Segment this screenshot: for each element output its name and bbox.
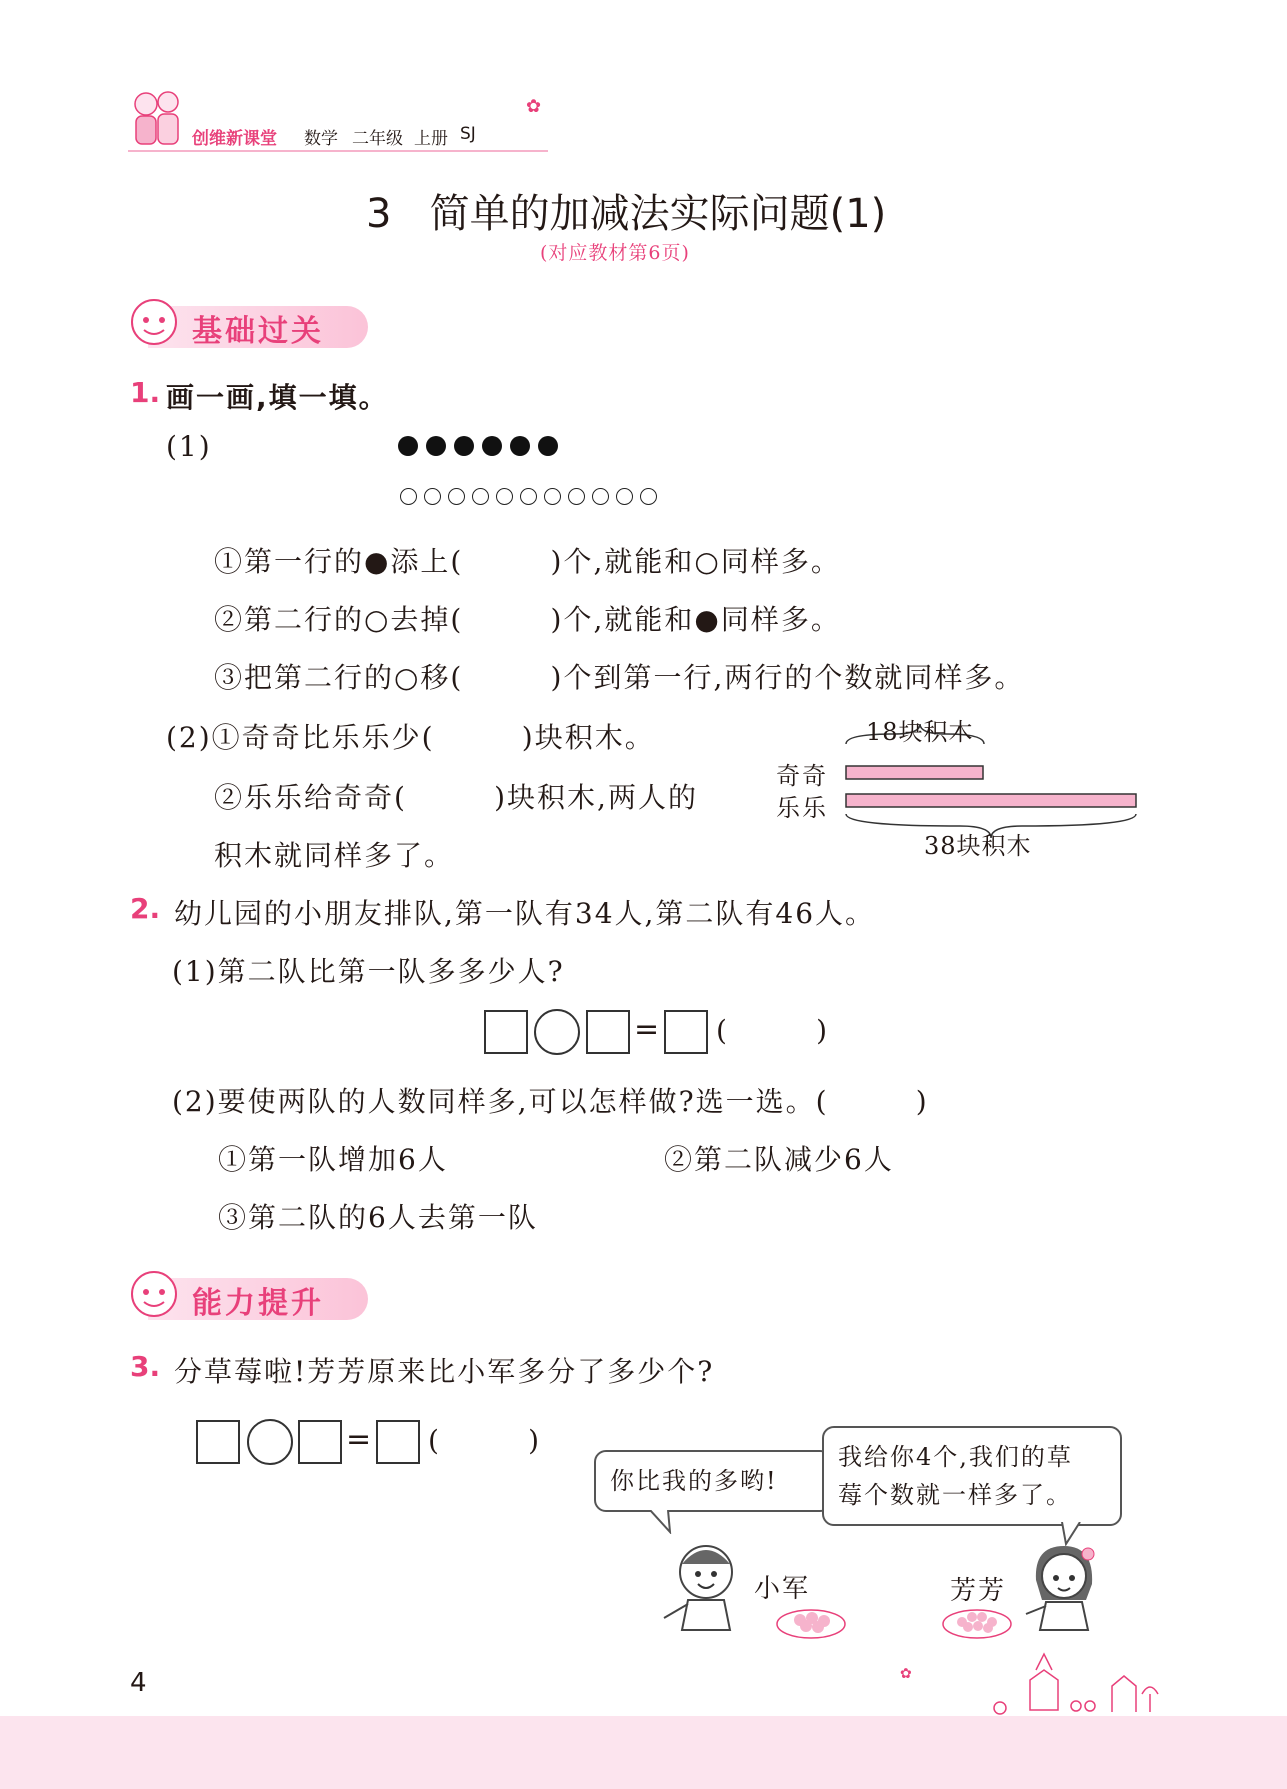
strawberry-plate-fangfang: [940, 1600, 1014, 1640]
hollow-dot: [424, 488, 441, 505]
speech-bubble-fangfang: [822, 1426, 1122, 1526]
q3-text: 分草莓啦!芳芳原来比小军多分了多少个?: [174, 1355, 715, 1388]
q3-unit-paren[interactable]: ( ): [428, 1424, 542, 1457]
svg-text:✿: ✿: [900, 1666, 912, 1682]
q2-answer-box-1[interactable]: [484, 1010, 528, 1054]
hollow-dot: [520, 488, 537, 505]
q1-line-1: ①第一行的●添上( )个,就能和○同样多。: [214, 545, 841, 578]
diagram-row-lele: 乐乐: [776, 794, 828, 822]
girl-illustration: [1014, 1540, 1110, 1632]
q2-answer-box-3[interactable]: [664, 1010, 708, 1054]
q1-line-3: ③把第二行的○移( )个到第一行,两行的个数就同样多。: [214, 661, 1025, 694]
q2-option-2: ②第二队减少6人: [664, 1143, 894, 1176]
q2-part2: (2)要使两队的人数同样多,可以怎样做?选一选。( ): [172, 1085, 929, 1118]
filled-dot: [398, 436, 418, 456]
hollow-dot: [616, 488, 633, 505]
speech-bubble-xiaojun: [594, 1450, 832, 1512]
strawberry-plate-xiaojun: [774, 1600, 848, 1640]
page-title: 3 简单的加减法实际问题(1): [366, 191, 887, 237]
filled-dot: [482, 436, 502, 456]
q1-part2-line1: (2)①奇奇比乐乐少( )块积木。: [166, 721, 655, 754]
page-number: 4: [130, 1668, 147, 1698]
q1-part2-line3: 积木就同样多了。: [214, 839, 455, 872]
q1-part1-label: (1): [166, 430, 212, 463]
name-xiaojun: 小军: [754, 1574, 811, 1604]
q2-number: 2.: [130, 892, 161, 925]
q2-operator-circle[interactable]: [534, 1009, 580, 1055]
q2-answer-box-2[interactable]: [586, 1010, 630, 1054]
header-brand: 创维新课堂: [192, 129, 277, 149]
hollow-dot: [496, 488, 513, 505]
lele-bar: [846, 794, 1136, 807]
boy-illustration: [660, 1540, 754, 1632]
hollow-dot: [448, 488, 465, 505]
header-logo: [128, 88, 184, 150]
qiqi-bar: [846, 766, 983, 779]
hollow-dot: [592, 488, 609, 505]
hollow-dot: [544, 488, 561, 505]
filled-dot: [538, 436, 558, 456]
q3-number: 3.: [130, 1350, 161, 1383]
hollow-dot: [472, 488, 489, 505]
bubble2-line2: 莓个数就一样多了。: [838, 1481, 1072, 1509]
filled-dot: [454, 436, 474, 456]
q2-equals: =: [634, 1012, 660, 1047]
castle-decoration-icon: [880, 1650, 1170, 1720]
q3-equals: =: [346, 1422, 372, 1457]
hollow-dot: [400, 488, 417, 505]
section-title-advance: 能力提升: [192, 1286, 324, 1321]
header-rule: [128, 150, 548, 152]
header-volume: 上册: [414, 129, 448, 149]
filled-dot: [426, 436, 446, 456]
mascot-icon: [128, 298, 180, 354]
q1-line-2: ②第二行的○去掉( )个,就能和●同样多。: [214, 603, 841, 636]
filled-dot: [510, 436, 530, 456]
q2-text: 幼儿园的小朋友排队,第一队有34人,第二队有46人。: [174, 897, 876, 930]
q1-part2-line2: ②乐乐给奇奇( )块积木,两人的: [214, 781, 698, 814]
q3-answer-box-1[interactable]: [196, 1420, 240, 1464]
q2-option-1: ①第一队增加6人: [218, 1143, 448, 1176]
q2-option-3: ③第二队的6人去第一队: [218, 1201, 538, 1234]
q3-answer-box-3[interactable]: [376, 1420, 420, 1464]
section-title-basic: 基础过关: [192, 314, 324, 349]
header-edition: SJ: [460, 124, 476, 144]
flower-icon: ✿: [526, 96, 542, 117]
mascot-icon-2: [128, 1270, 180, 1326]
hollow-dot: [568, 488, 585, 505]
diagram-top-label: 18块积木: [866, 718, 974, 746]
diagram-row-qiqi: 奇奇: [776, 762, 828, 790]
bubble1-tail: [650, 1510, 674, 1538]
q2-unit-paren[interactable]: ( ): [716, 1014, 830, 1047]
hollow-dot: [640, 488, 657, 505]
diagram-bottom-label: 38块积木: [924, 832, 1032, 860]
q3-answer-box-2[interactable]: [298, 1420, 342, 1464]
q1-text: 画一画,填一填。: [166, 381, 389, 414]
q2-part1: (1)第二队比第一队多多少人?: [172, 955, 565, 988]
bubble2-line1: 我给你4个,我们的草: [838, 1443, 1073, 1471]
q1-number: 1.: [130, 376, 161, 409]
q3-operator-circle[interactable]: [247, 1419, 293, 1465]
bubble1-text: 你比我的多哟!: [610, 1467, 778, 1495]
header-subject: 数学: [304, 129, 338, 149]
header-grade: 二年级: [352, 129, 403, 149]
name-fangfang: 芳芳: [950, 1576, 1007, 1606]
footer-band: [0, 1716, 1287, 1789]
page-subtitle: (对应教材第6页): [540, 242, 690, 264]
